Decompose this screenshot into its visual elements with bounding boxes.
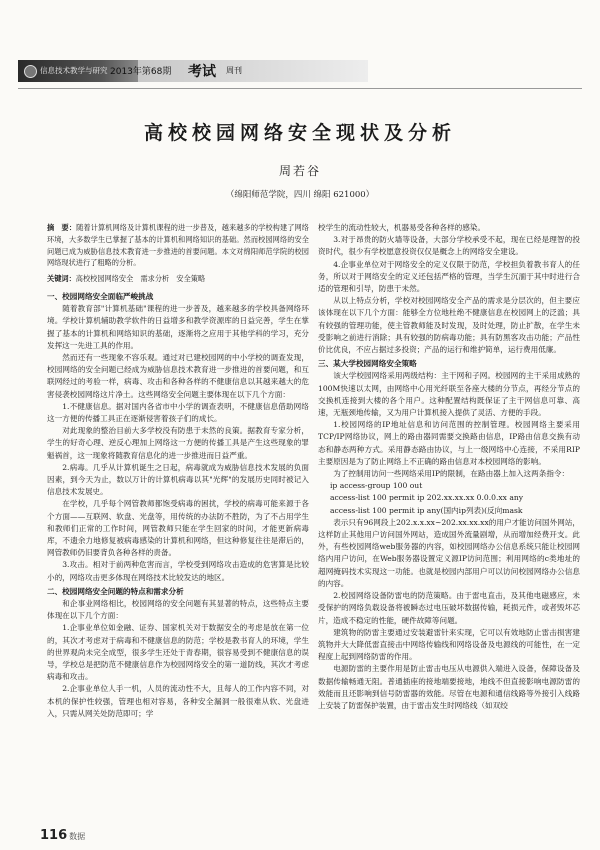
header-light-strip (138, 60, 368, 82)
paragraph: 2.病毒。几乎从计算机诞生之日起，病毒就成为威胁信息技术发展的负面因素，到今天为止，数以万计的计算机病毒以其"光辉"的发展历史同时被记入信息技术发展史。 (47, 462, 309, 497)
paragraph: 1.校园网络的IP地址信息和访问范围的控制管理。校园网络主要采用TCP/IP网络协议，网上的路由器同需要交换路由信息，IP路由信息交换有动态和静态两种方式。采用静态路由协议，与上一级网络中心连接，不采用RIP主要原因是为了防止网络上不正确的路由信息对本校园网络的影响。 (318, 420, 580, 466)
paragraph: 校学生的流动性较大，机器易受各种各样的感染。 (318, 223, 486, 232)
keywords (47, 273, 309, 285)
code-line: access-list 100 permit ip any(国内ip列表)(反向mask (330, 505, 523, 515)
author-affiliation: （绵阳师范学院，四川 绵阳 621000） (225, 190, 375, 200)
paragraph: 在学校，几乎每个网管教师都饱受病毒的困扰，学校的病毒可能来源于各个方面——互联网、软盘、光盘等，用传统的办法防不胜防，为了不占用学生和教师们正常的工作时间，网管教师只能在学生回家的时间，才能更新病毒库，不遗余力地修复被病毒感染的计算机和网络，但这种修复往往是滞后的，网管教师仍旧要背负各种各样的责备。 (47, 499, 309, 558)
article-author: 周若谷 (278, 164, 321, 178)
journal-logo-icon (24, 65, 37, 78)
code-line: ip access-group 100 out (330, 481, 423, 491)
left-column (47, 222, 309, 720)
abstract-text: 随着计算机网络及计算机课程的进一步普及，越来越多的学校构建了网络环境，大多数学生已掌握了基本的计算机和网络知识的基础。然而校园网络的安全问题已成为威胁信息技术教育进一步推进的首要问题。本文对绵阳师范学院的校园网络现状进行了粗略的分析。 (47, 223, 309, 268)
keywords-label: 关键词： (47, 274, 76, 284)
paragraph: 电源防雷的主要作用是防止雷击电压从电源供入端进入设备，保障设备及数据传输畅通无阻。普通插座的接地端要接地，地线不但直接影响电源防雷的效能而且还影响到信号防雷器的效能。尽管在电源和通信线路等外接引入线路上安装了防雷保护装置，由于雷击发生时网络线（如双绞 (318, 664, 580, 710)
paragraph: 随着教育部"计算机基础"课程的进一步普及，越来越多的学校具备网络环境。学校计算机辅助教学软件的日益增多和教学资源库的日益完善，学生在掌握了基本的计算机和网络知识的基础，逐渐将之应用于其他学科的学习，充分发挥这一先进工具的作用。 (47, 304, 309, 350)
abstract-label: 摘 要： (47, 223, 77, 232)
paragraph: 从以上特点分析，学校对校园网络安全产品的需求是分层次的，但主要应该体现在以下几个方面：能够全方位地杜绝不健康信息在校园网上的泛滥；具有较强的管理功能，使主管教师能及时发现，及时处理，防止扩散，在学生未受影响之前进行消除；具有较强的防病毒功能；具有防黑客攻击功能；产品性价比优良，不应占据过多投资；产品的运行和维护简单，运行费用低廉。 (318, 296, 580, 355)
section-heading: 一、校园网络安全面临严峻挑战 (47, 291, 154, 301)
paragraph: 表示只有96网段上202.x.x.xx~202.xx.xx.xx的用户才能访问国外网站，这样防止其他用户访问国外网站，造成国外流量剧增，从而增加经费开支。此外，有些校园网络web服务器的内容，如校园网络办公信息系统只能让校园网络内用户访问，在Web服务器设置定义源IP访问范围；利用网络的c类地址的超网掩码技术实现这一功能。也就是校园内部用户可以访问校园网络办公信息的内容。 (318, 517, 580, 588)
right-column (318, 222, 580, 712)
paragraph: 为了控制用访问一些网络采用IP的限制，在路由器上加入这两条指令： (333, 469, 570, 479)
section-heading: 二、校园网络安全问题的特点和需求分析 (47, 586, 184, 596)
paragraph: 4.企事业单位对于网络安全的定义仅限于防范，学校担负着教书育人的任务，所以对于网络安全的定义还包括严格的管理，当学生沉湎于其中时进行合适的管理和引导，防患于未然。 (318, 259, 580, 294)
code-line: access-list 100 permit ip 202.xx.xx.xx 0.0.0.xx any (330, 493, 524, 503)
journal-header-band (18, 60, 368, 82)
paragraph: 该大学校园网络采用两级结构：主干网和子网。校园网的主干采用成熟的100M快速以太网，由网络中心用光纤联至各座大楼的分节点，再经分节点的交换机连接到大楼的各个用户。这种配置结构既保证了主干网信息可靠、高速，无瓶颈地传输，又为用户计算机接入提供了灵活、方便的手段。 (318, 371, 580, 418)
paragraph: 和企事业网络相比，校园网络的安全问题有其显著的特点，这些特点主要体现在以下几个方面： (47, 599, 309, 621)
paragraph: 3.对于昂贵的防火墙等设备，大部分学校承受不起，现在已经是理智的投资时代，很少有学校愿意投资仅仅是概念上的网络安全建设。 (318, 235, 580, 257)
paragraph: 3.攻击。相对于前两种危害而言，学校受到网络攻击造成的危害算是比较小的，网络攻击更多体现在网络技术比较发达的地区。 (47, 560, 309, 582)
weekly-label: 周刊 (226, 66, 242, 75)
paragraph: 建筑物的防雷主要通过安装避雷针来实现，它可以有效地防止雷击损害建筑物并大大降低雷直接击中网络传输线和网络设备及电源线的可能性，在一定程度上起到网络防雷的作用。 (318, 627, 580, 662)
paragraph: 1.企事业单位如金融、证券、国家机关对于数据安全的考虑是放在第一位的，其次才考虑对于病毒和不健康信息的防范；学校是教书育人的环境，学生的世界观尚未完全成型，很多学生还处于青春期，很容易受到不健康信息的误导，学校总是把防范不健康信息作为校园网络安全的第一道防线，其次才考虑病毒和攻击。 (47, 623, 309, 682)
issue-label: 2013年第68期 (110, 67, 172, 77)
page-number: 116 (40, 828, 68, 843)
keywords-text: 高校校园网络安全 需求分析 安全策略 (75, 274, 206, 284)
section-heading: 三、某大学校园网络安全策略 (318, 359, 417, 369)
column-label: 信息技术教学与研究 (40, 66, 108, 75)
paragraph: 1.不健康信息。据对国内各省市中小学的调查表明，不健康信息借助网络这一方便的传播工具正在逐渐侵害着孩子们的成长。 (47, 401, 309, 424)
abstract (47, 222, 309, 269)
article-title: 高校校园网络安全现状及分析 (143, 122, 456, 144)
paragraph: 对此现象的整治目前大多学校没有防患于未然的良策。据教育专家分析，学生的好奇心理、逆反心理加上网络这一方便的传播工具是产生这些现象的罪魁祸首，这一现象将随教育信息化的进一步推进而日益严重。 (47, 426, 309, 460)
footer-label: 数据 (69, 832, 86, 841)
paragraph: 然而还有一些现象不容乐观。通过对已建校园网的中小学校的调查发现，校园网络的安全问题已经成为威胁信息技术教育进一步推进的首要问题，和互联网经过的考验一样，病毒、攻击和各种各样的不健康信息以其越来越大的危害侵袭校园网络这片净土。这些网络安全问题主要体现在以下几个方面： (47, 353, 309, 399)
paragraph: 2.企事业单位人手一机，人员的流动性不大，且每人的工作内容不同，对本机的保护性较强，管理也相对容易，各种安全漏洞一般很难从软、光盘进入，只需从网关处防范即可；学 (47, 684, 309, 718)
magazine-name: 考试 (188, 64, 216, 80)
page-footer (40, 828, 85, 843)
paragraph: 2.校园网络设备防雷电的防范策略。由于雷电直击，及其他电磁感应，未受保护的网络负载设备将被瞬态过电压破坏数据传输，耗损元件，或者毁坏芯片，造成不稳定的性能，硬件故障等问题。 (318, 591, 580, 625)
header-divider (18, 88, 582, 89)
